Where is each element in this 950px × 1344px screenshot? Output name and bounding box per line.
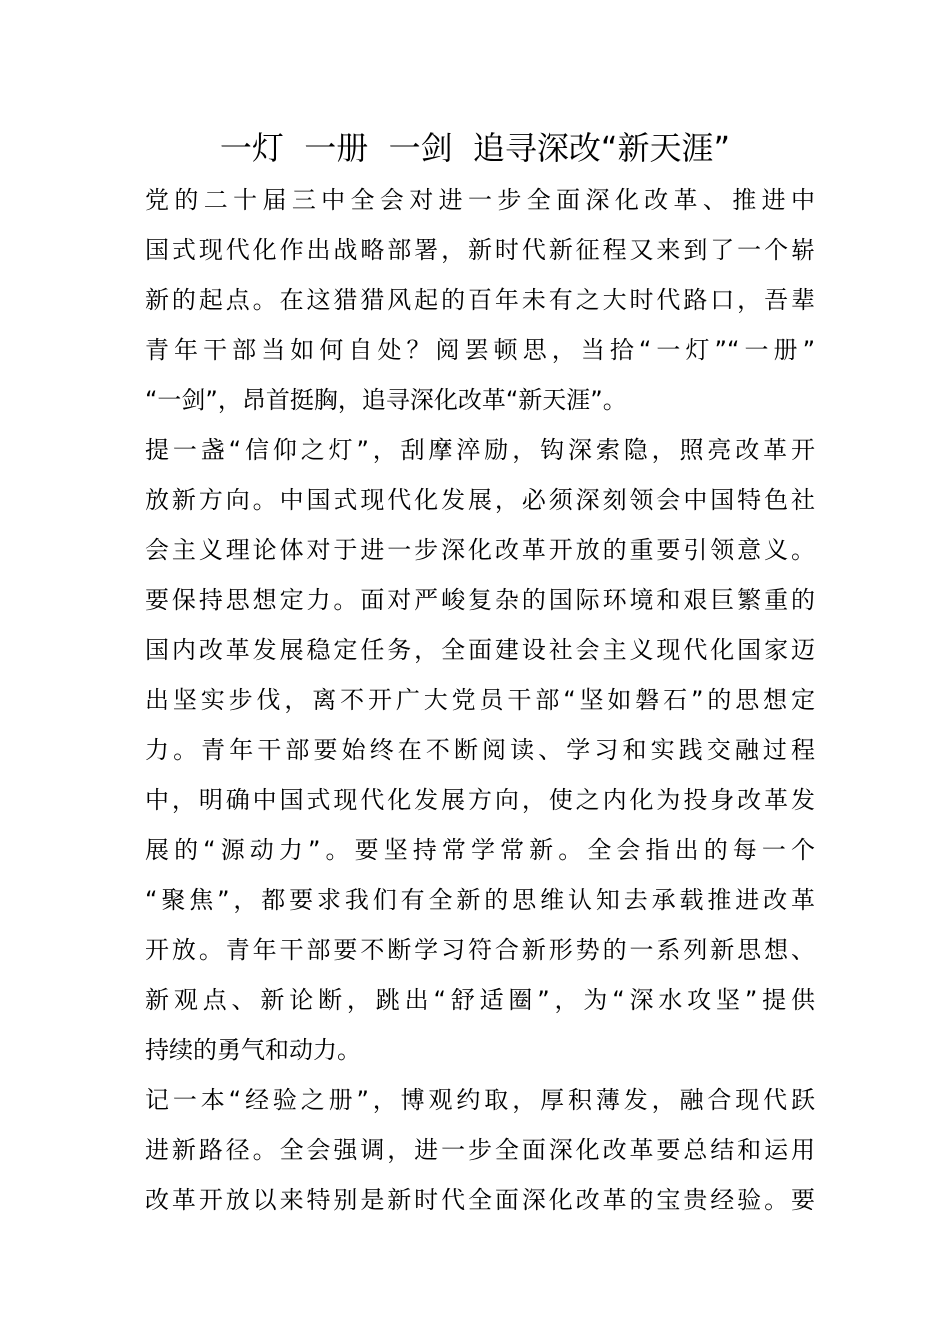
text-line-3: 新的起点。在这猎猎风起的百年未有之大时代路口，吾辈 xyxy=(145,286,815,314)
text-line-20: 进新路径。全会强调，进一步全面深化改革要总结和运用 xyxy=(145,1136,815,1164)
text-line-11: 出坚实步伐，离不开广大党员干部“坚如磐石”的思想定 xyxy=(145,686,815,714)
text-line-5: “一剑”，昂首挺胸，追寻深化改革“新天涯”。 xyxy=(145,386,627,414)
text-line-18: 持续的勇气和动力。 xyxy=(145,1036,361,1064)
text-line-6: 提一盏“信仰之灯”，刮摩淬励，钩深索隐，照亮改革开 xyxy=(145,436,815,464)
page-title: 一灯 一册 一剑 追寻深改“新天涯” xyxy=(219,129,731,167)
text-line-14: 展的“源动力”。要坚持常学常新。全会指出的每一个 xyxy=(145,836,815,864)
text-line-16: 开放。青年干部要不断学习符合新形势的一系列新思想、 xyxy=(145,936,815,964)
text-line-1: 党的二十届三中全会对进一步全面深化改革、推进中 xyxy=(145,186,815,214)
text-line-4: 青年干部当如何自处？阅罢顿思，当拾“一灯”“一册” xyxy=(145,336,815,364)
text-line-7: 放新方向。中国式现代化发展，必须深刻领会中国特色社 xyxy=(145,486,815,514)
text-line-17: 新观点、新论断，跳出“舒适圈”，为“深水攻坚”提供 xyxy=(145,986,815,1014)
text-line-10: 国内改革发展稳定任务，全面建设社会主义现代化国家迈 xyxy=(145,636,815,664)
text-line-12: 力。青年干部要始终在不断阅读、学习和实践交融过程 xyxy=(145,736,815,764)
text-line-2: 国式现代化作出战略部署，新时代新征程又来到了一个崭 xyxy=(145,236,815,264)
text-line-19: 记一本“经验之册”，博观约取，厚积薄发，融合现代跃 xyxy=(145,1086,815,1114)
text-line-8: 会主义理论体对于进一步深化改革开放的重要引领意义。 xyxy=(145,536,815,564)
text-line-21: 改革开放以来特别是新时代全面深化改革的宝贵经验。要 xyxy=(145,1186,815,1214)
text-line-9: 要保持思想定力。面对严峻复杂的国际环境和艰巨繁重的 xyxy=(145,586,815,614)
text-line-15: “聚焦”，都要求我们有全新的思维认知去承载推进改革 xyxy=(145,886,815,914)
text-line-13: 中，明确中国式现代化发展方向，使之内化为投身改革发 xyxy=(145,786,815,814)
